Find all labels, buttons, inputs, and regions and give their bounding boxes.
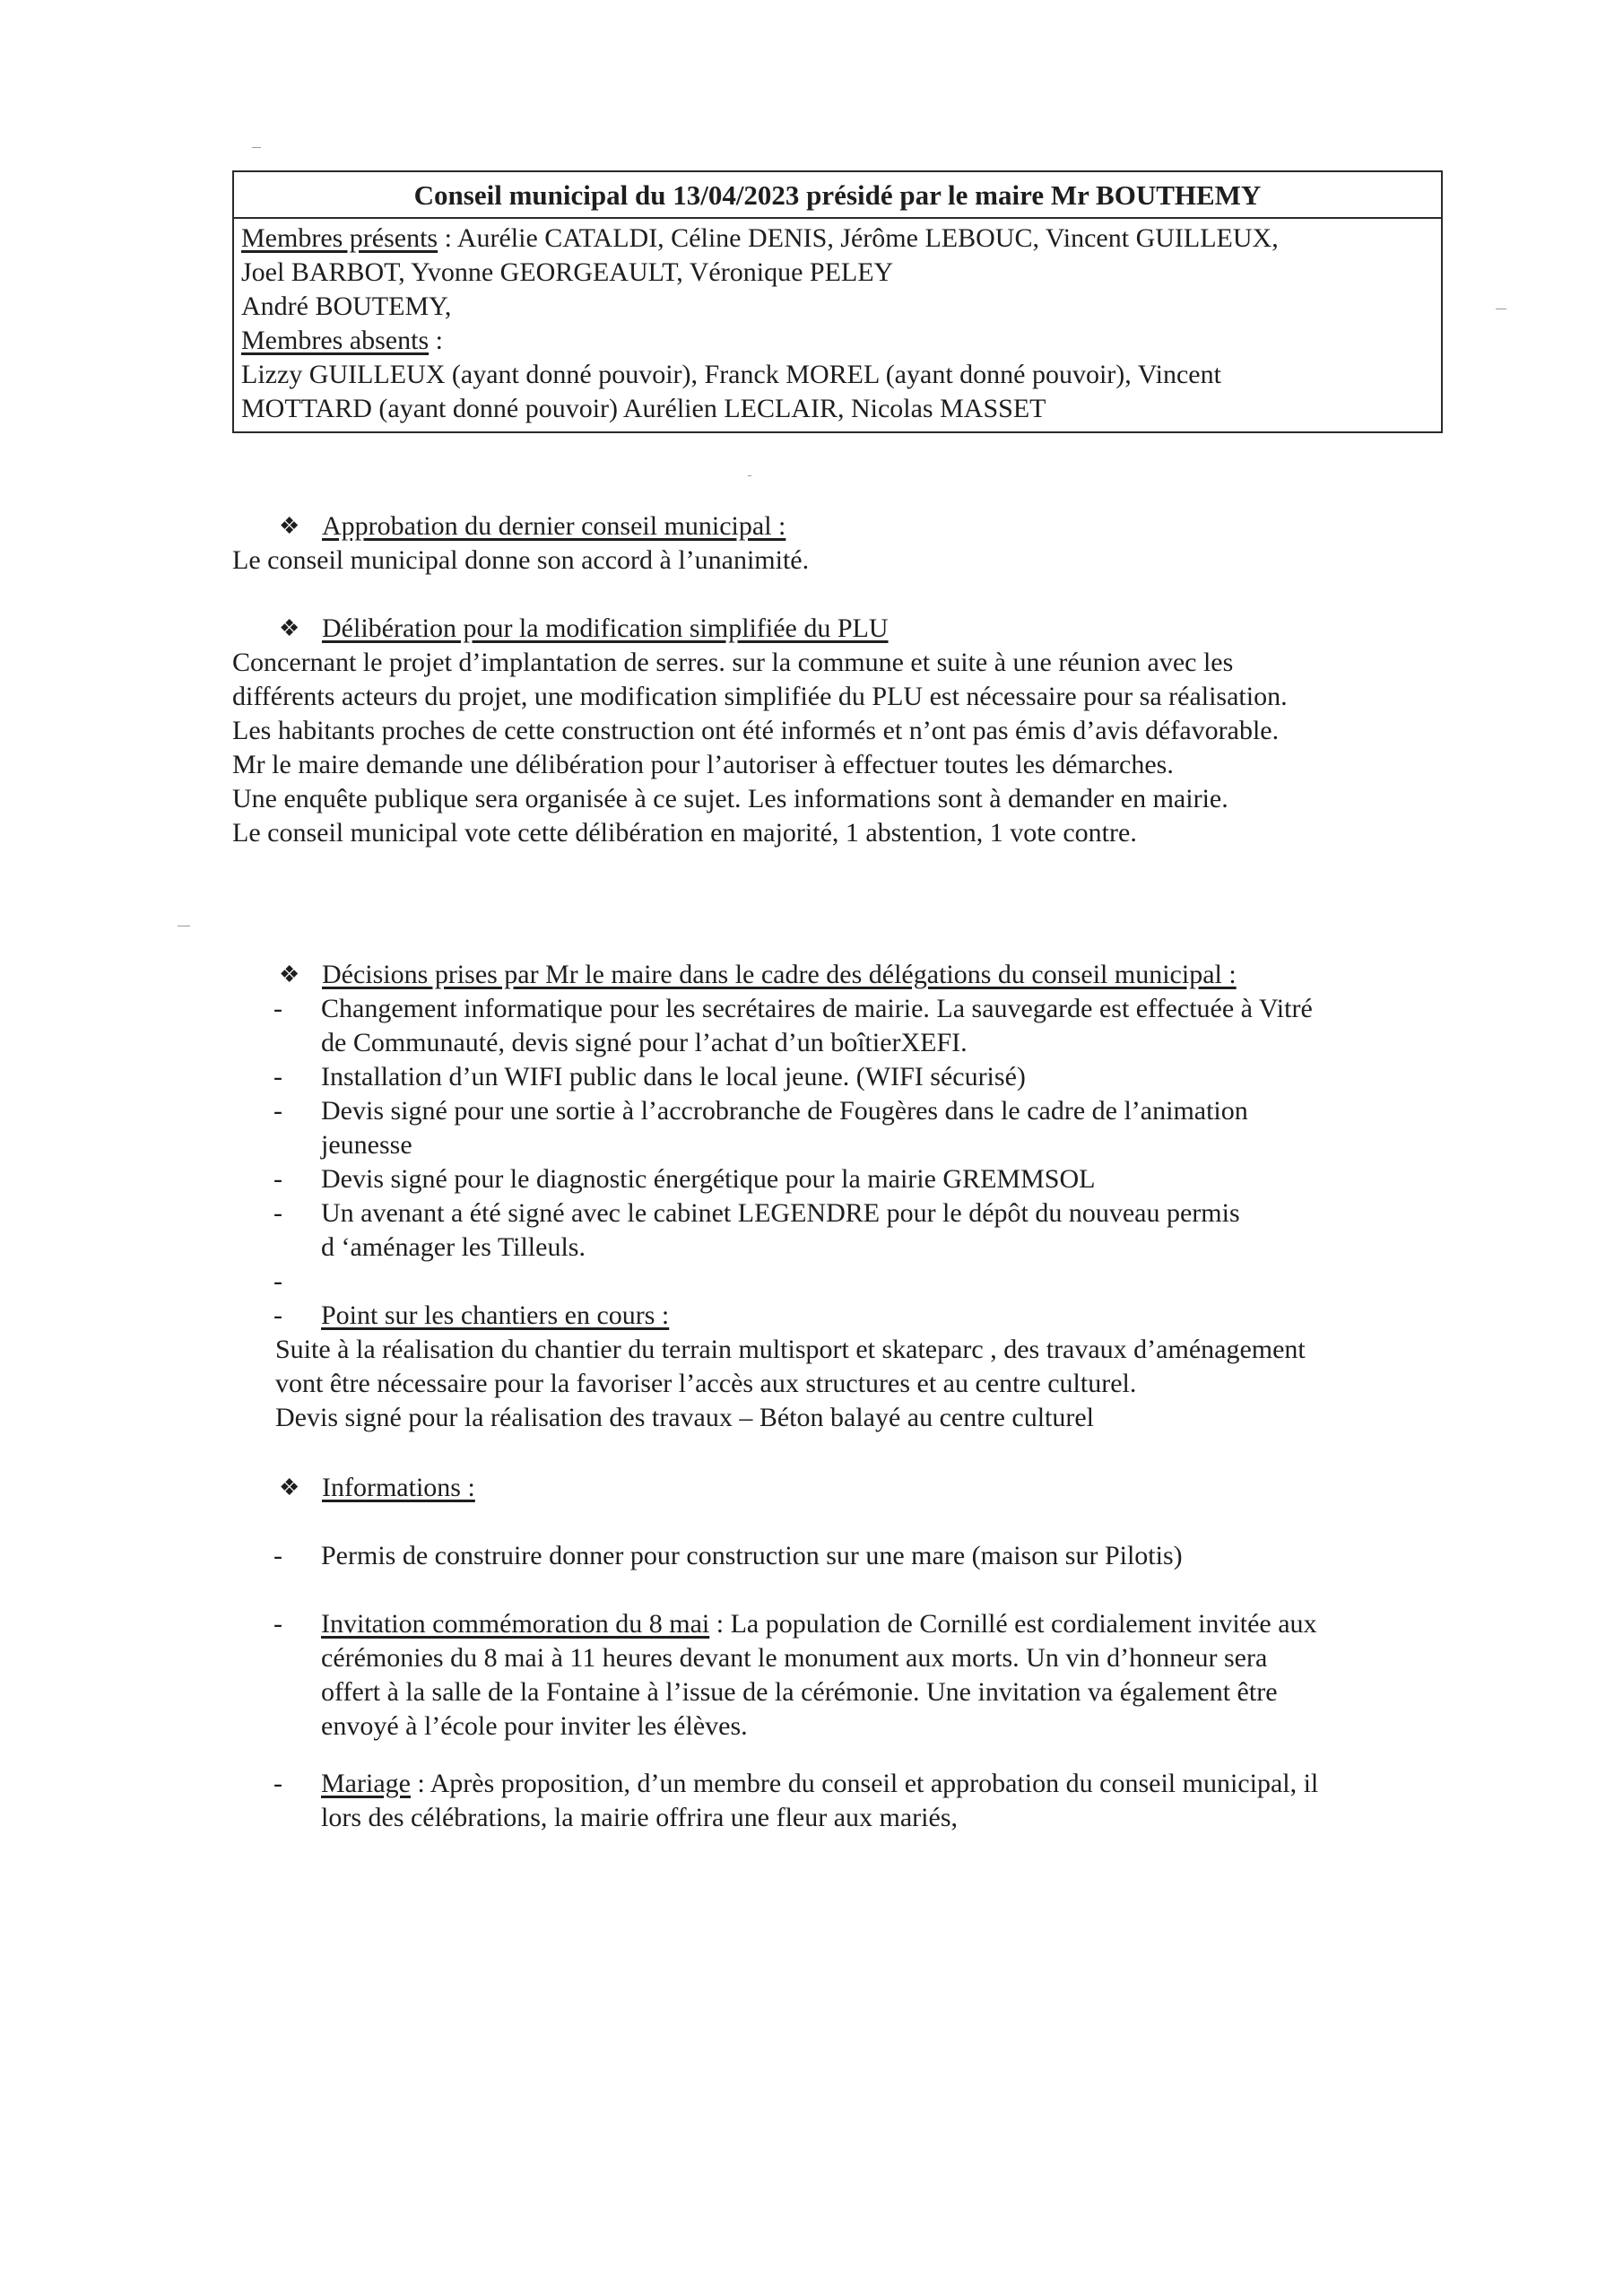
section-plu — [232, 612, 1452, 850]
absent-suffix: : — [429, 326, 443, 355]
mariage-label: Mariage — [321, 1769, 411, 1798]
section-informations — [232, 1471, 1452, 1505]
bullet-diamond-icon: ❖ — [279, 961, 300, 987]
list-item: - Installation d’un WIFI public dans le local jeune. (WIFI sécurisé) — [232, 1060, 1452, 1094]
paragraph-line: Concernant le projet d’implantation de serres. sur la commune et suite à une réunion avec les — [232, 648, 1234, 677]
present-members-line — [241, 222, 1434, 256]
paragraph-line: Devis signé pour la réalisation des travaux – Béton balayé au centre culturel — [275, 1403, 1095, 1432]
dash-bullet-icon: - — [273, 1062, 282, 1091]
list-item: - Permis de construire donner pour construction sur une mare (maison sur Pilotis) — [232, 1539, 1452, 1573]
list-item: - Devis signé pour le diagnostic énergétique pour la mairie GREMMSOL — [232, 1162, 1452, 1196]
dash-bullet-icon: - — [273, 1266, 282, 1296]
list-item: - Un avenant a été signé avec le cabinet LEGENDRE pour le dépôt du nouveau permis d ‘aménager les Tilleuls. — [273, 1198, 1240, 1262]
section-approbation — [232, 509, 1452, 578]
list-item: - Invitation commémoration du 8 mai : La population de Cornillé est cordialement invitée aux cérémonies du 8 mai à 11 heures devant le monument aux morts. Un vin d’honneur sera offert à la salle de la Fontaine à l’issue de la cérémonie. Une invitation va également être envoyé à l’école pour inviter les élèves. — [273, 1609, 1317, 1741]
paragraph-line: Le conseil municipal donne son accord à l’unanimité. — [232, 545, 810, 575]
info-mariage — [232, 1767, 1452, 1835]
list-item — [232, 1299, 1452, 1333]
dash-bullet-icon: - — [273, 1096, 282, 1126]
section-heading: ❖ Informations : — [232, 1471, 1452, 1505]
list-item: - Mariage : Après proposition, d’un membre du conseil et approbation du conseil municipal, il lors des célébrations, la mairie offrira une fleur aux mariés, — [273, 1769, 1319, 1832]
absent-label: Membres absents — [241, 326, 430, 355]
chantiers-heading: Point sur les chantiers en cours : — [321, 1300, 670, 1330]
present-members-line: Joel BARBOT, Yvonne GEORGEAULT, Véronique PELEY — [241, 257, 894, 287]
absent-members-line: MOTTARD (ayant donné pouvoir) Aurélien LECLAIR, Nicolas MASSET — [241, 394, 1046, 423]
dash-bullet-icon: - — [273, 1541, 282, 1570]
scan-speck — [252, 147, 261, 148]
list-item-empty — [232, 1265, 1452, 1299]
present-label: Membres présents — [241, 223, 438, 253]
paragraph-line: vont être nécessaire pour la favoriser l’accès aux structures et au centre culturel. — [275, 1369, 1137, 1398]
paragraph-line: Une enquête publique sera organisée à ce sujet. Les informations sont à demander en mairie. — [232, 784, 1228, 813]
section-heading: ❖ Délibération pour la modification simplifiée du PLU — [232, 612, 1452, 646]
list-item: - Changement informatique pour les secrétaires de mairie. La sauvegarde est effectuée à Vitré de Communauté, devis signé pour l’achat d’un boîtierXEFI. — [273, 994, 1313, 1057]
info-permis — [232, 1539, 1452, 1573]
dash-bullet-icon: - — [273, 994, 282, 1023]
paragraph-line: Mr le maire demande une délibération pour l’autoriser à effectuer toutes les démarches. — [232, 750, 1174, 779]
dash-bullet-icon: - — [273, 1609, 282, 1639]
dash-bullet-icon: - — [273, 1300, 282, 1330]
present-text: : Aurélie CATALDI, Céline DENIS, Jérôme LEBOUC, Vincent GUILLEUX, — [438, 223, 1279, 253]
absent-members-line: Lizzy GUILLEUX (ayant donné pouvoir), Franck MOREL (ayant donné pouvoir), Vincent — [241, 360, 1221, 389]
present-members-line: André BOUTEMY, — [241, 291, 452, 321]
paragraph-line: Le conseil municipal vote cette délibération en majorité, 1 abstention, 1 vote contre. — [232, 818, 1137, 848]
list-item: - Devis signé pour une sortie à l’accrobranche de Fougères dans le cadre de l’animation jeunesse — [273, 1096, 1248, 1160]
scan-speck — [748, 475, 751, 476]
section-heading: ❖ Décisions prises par Mr le maire dans le cadre des délégations du conseil municipal : — [232, 958, 1452, 992]
paragraph-line: Les habitants proches de cette construction ont été informés et n’ont pas émis d’avis défavorable. — [232, 716, 1280, 745]
header-box — [232, 170, 1443, 433]
bullet-diamond-icon: ❖ — [279, 615, 300, 641]
members-block — [234, 219, 1441, 431]
paragraph-line: différents acteurs du projet, une modification simplifiée du PLU est nécessaire pour sa réalisation. — [232, 682, 1288, 711]
bullet-diamond-icon: ❖ — [279, 1474, 300, 1500]
dash-bullet-icon: - — [273, 1198, 282, 1228]
dash-bullet-icon: - — [273, 1164, 282, 1194]
dash-bullet-icon: - — [273, 1769, 282, 1798]
invitation-label: Invitation commémoration du 8 mai — [321, 1609, 710, 1639]
section-decisions — [232, 958, 1452, 1435]
page-title: Conseil municipal du 13/04/2023 présidé par le maire Mr BOUTHEMY — [234, 172, 1441, 219]
section-heading: ❖ Approbation du dernier conseil municipal : — [232, 509, 1452, 544]
absent-members-heading — [241, 324, 1434, 358]
info-invitation — [232, 1607, 1452, 1744]
bullet-diamond-icon: ❖ — [279, 513, 300, 539]
paragraph-line: Suite à la réalisation du chantier du terrain multisport et skateparc , des travaux d’aménagement — [275, 1335, 1306, 1364]
